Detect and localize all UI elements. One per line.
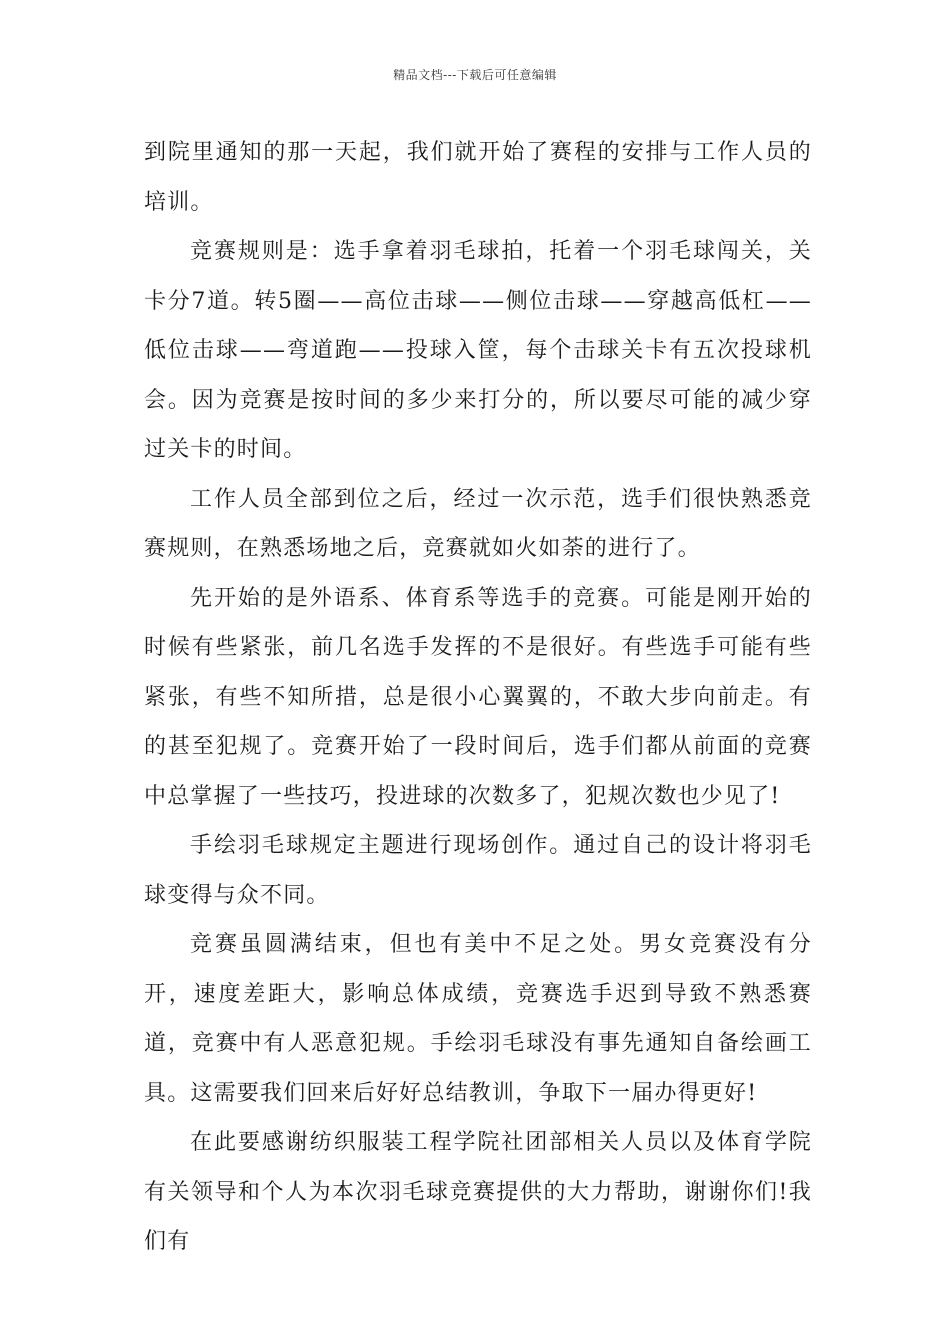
paragraph-6: 竞赛虽圆满结束，但也有美中不足之处。男女竞赛没有分开，速度差距大，影响总体成绩，竞赛选手迟到导致不熟悉赛道，竞赛中有人恶意犯规。手绘羽毛球没有事先通知自备绘画工具。这需要我们回来后好好总结教训，争取下一届办得更好! (144, 932, 812, 1106)
document-body (144, 128, 812, 1267)
paragraph-5: 手绘羽毛球规定主题进行现场创作。通过自己的设计将羽毛球变得与众不同。 (144, 833, 812, 908)
page-header: 精品文档---下载后可任意编辑 (393, 68, 557, 82)
paragraph-1: 到院里通知的那一天起，我们就开始了赛程的安排与工作人员的培训。 (144, 140, 812, 215)
paragraph-7: 在此要感谢纺织服装工程学院社团部相关人员以及体育学院有关领导和个人为本次羽毛球竞赛提供的大力帮助，谢谢你们!我们有 (144, 1130, 812, 1254)
paragraph-2: 竞赛规则是：选手拿着羽毛球拍，托着一个羽毛球闯关，关卡分7道。转5圈——高位击球——侧位击球——穿越高低杠——低位击球——弯道跑——投球入筐，每个击球关卡有五次投球机会。因为竞赛是按时间的多少来打分的，所以要尽可能的减少穿过关卡的时间。 (144, 239, 812, 462)
paragraph-3: 工作人员全部到位之后，经过一次示范，选手们很快熟悉竞赛规则，在熟悉场地之后，竞赛就如火如荼的进行了。 (144, 486, 812, 561)
paragraph-4: 先开始的是外语系、体育系等选手的竞赛。可能是刚开始的时候有些紧张，前几名选手发挥的不是很好。有些选手可能有些紧张，有些不知所措，总是很小心翼翼的，不敢大步向前走。有的甚至犯规了。竞赛开始了一段时间后，选手们都从前面的竞赛中总掌握了一些技巧，投进球的次数多了，犯规次数也少见了! (144, 585, 812, 809)
